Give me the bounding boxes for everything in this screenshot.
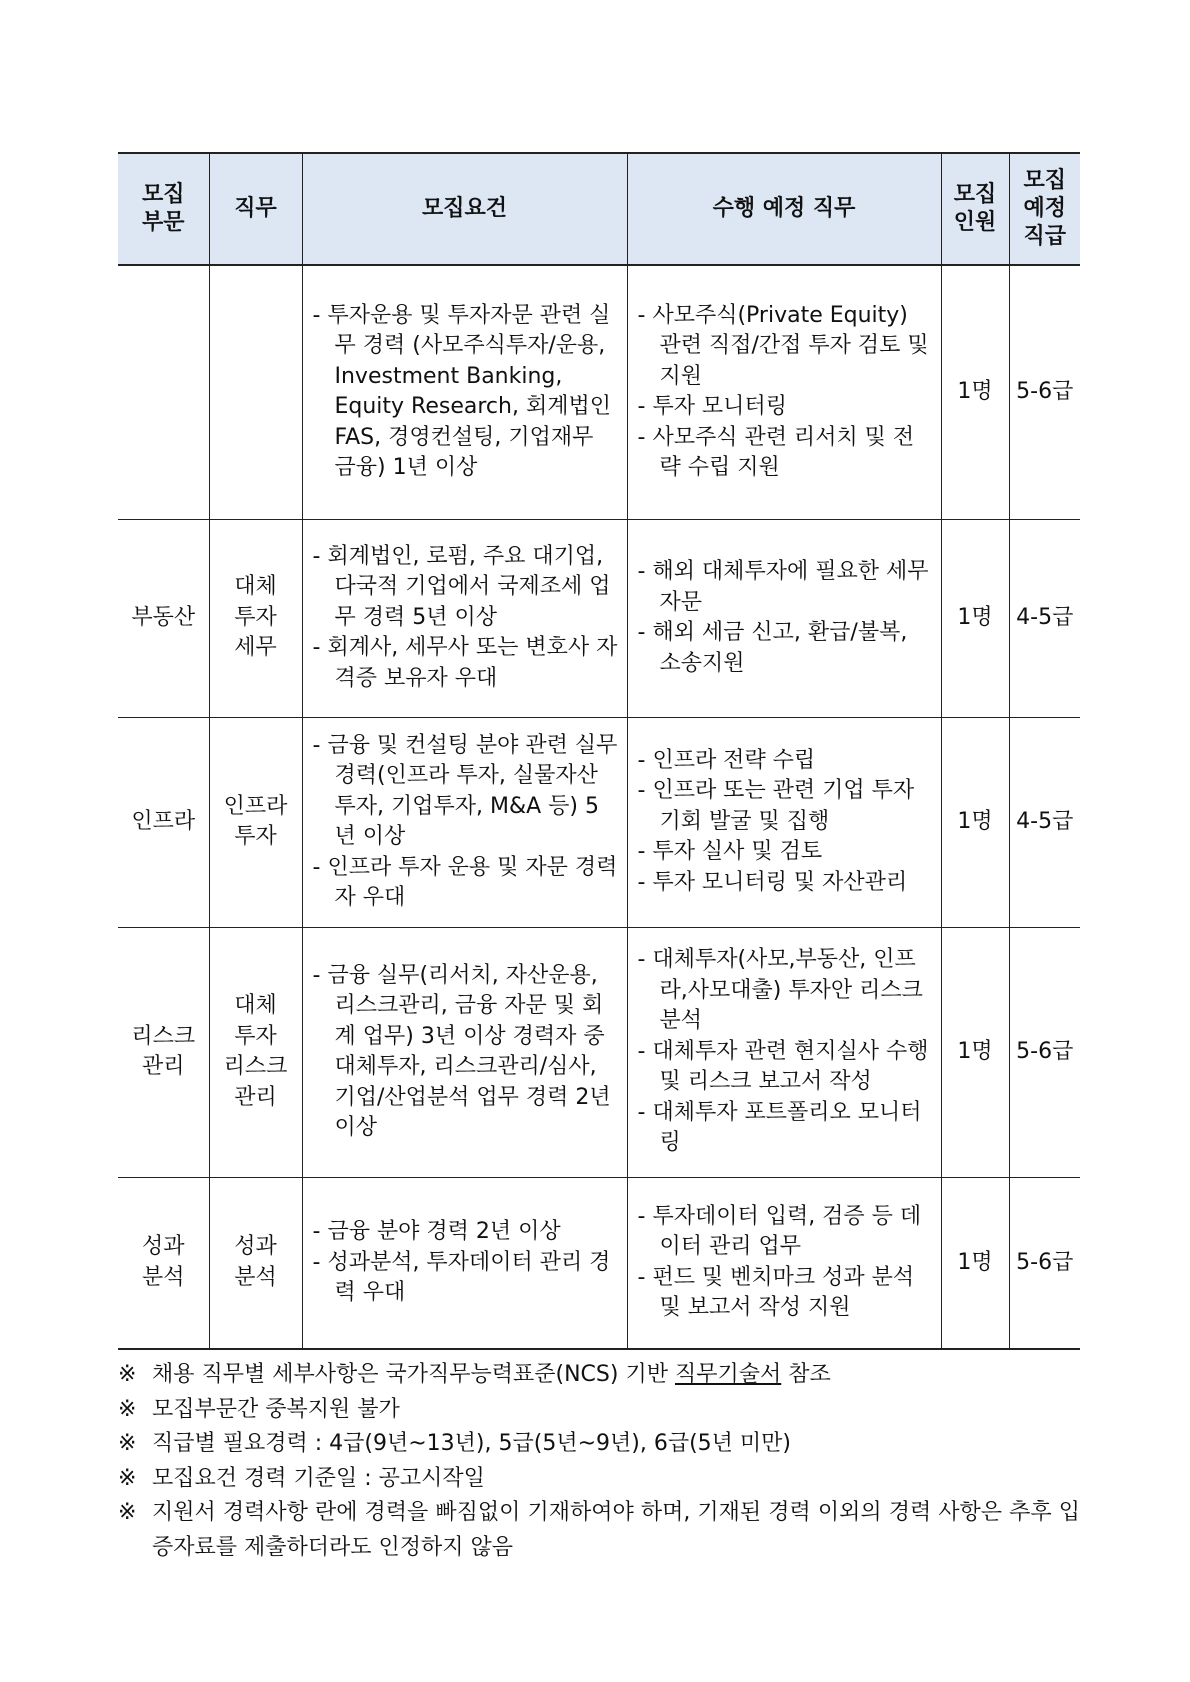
note-text: 직급별 필요경력 : 4급(9년~13년), 5급(5년~9년), 6급(5년 미만) bbox=[152, 1431, 791, 1456]
duties-cell bbox=[627, 717, 941, 927]
requirements-cell bbox=[302, 519, 627, 717]
requirements-cell bbox=[302, 927, 627, 1177]
note-text: 지원서 경력사항 란에 경력을 빠짐없이 기재하여야 하며, 기재된 경력 이외의 경력 사항은 추후 입증자료를 제출하더라도 인정하지 않음 bbox=[152, 1500, 1080, 1560]
note-text: 모집부문간 중복지원 불가 bbox=[152, 1396, 400, 1422]
header-grade: 모집 예정 직급 bbox=[1009, 153, 1080, 265]
note-text bbox=[152, 1358, 1080, 1393]
header-job: 직무 bbox=[209, 153, 302, 265]
list-item: - 대체투자(사모,부동산, 인프라,사모대출) 투자안 리스크 분석 bbox=[638, 945, 933, 1037]
note-text-part: 채용 직무별 세부사항은 국가직무능력표준(NCS) 기반 bbox=[152, 1362, 675, 1387]
division-cell: 리스크 관리 bbox=[118, 927, 209, 1177]
job-cell bbox=[209, 265, 302, 519]
duties-cell bbox=[627, 927, 941, 1177]
list-item: - 금융 및 컨설팅 분야 관련 실무 경력(인프라 투자, 실물자산 투자, 기업투자, M&A 등) 5년 이상 bbox=[313, 731, 619, 853]
requirements-cell bbox=[302, 1177, 627, 1349]
list-item: - 투자 모니터링 및 자산관리 bbox=[638, 868, 933, 899]
list-item: - 사모주식 관련 리서치 및 전략 수립 지원 bbox=[638, 423, 933, 484]
job-cell: 성과 분석 bbox=[209, 1177, 302, 1349]
list-item: - 투자 모니터링 bbox=[638, 392, 933, 423]
table-row bbox=[118, 265, 1080, 519]
requirements-cell-list bbox=[303, 961, 627, 1144]
headcount-cell: 1명 bbox=[941, 519, 1009, 717]
list-item: - 대체투자 관련 현지실사 수행 및 리스크 보고서 작성 bbox=[638, 1037, 933, 1098]
division-cell: 성과 분석 bbox=[118, 1177, 209, 1349]
division-cell bbox=[118, 265, 209, 519]
notes-section bbox=[118, 1358, 1080, 1565]
headcount-cell: 1명 bbox=[941, 1177, 1009, 1349]
list-item: - 금융 실무(리서치, 자산운용, 리스크관리, 금융 자문 및 회계 업무) 3년 이상 경력자 중 대체투자, 리스크관리/심사, 기업/산업분석 업무 경력 2년 이상 bbox=[313, 961, 619, 1144]
duties-cell-list bbox=[628, 746, 941, 899]
note-item bbox=[118, 1427, 1080, 1462]
duties-cell-list bbox=[628, 301, 941, 484]
note-item bbox=[118, 1462, 1080, 1497]
list-item: - 회계법인, 로펌, 주요 대기업, 다국적 기업에서 국제조세 업무 경력 5년 이상 bbox=[313, 542, 619, 634]
requirements-cell-list bbox=[303, 542, 627, 695]
duties-cell-list bbox=[628, 557, 941, 679]
table-row bbox=[118, 927, 1080, 1177]
table-row bbox=[118, 519, 1080, 717]
reference-mark: ※ bbox=[118, 1465, 137, 1491]
duties-cell-list bbox=[628, 1202, 941, 1324]
header-division: 모집 부문 bbox=[118, 153, 209, 265]
headcount-cell: 1명 bbox=[941, 265, 1009, 519]
table-row bbox=[118, 1177, 1080, 1349]
list-item: - 투자데이터 입력, 검증 등 데이터 관리 업무 bbox=[638, 1202, 933, 1263]
list-item: - 성과분석, 투자데이터 관리 경력 우대 bbox=[313, 1248, 619, 1309]
list-item: - 인프라 또는 관련 기업 투자 기회 발굴 및 집행 bbox=[638, 776, 933, 837]
reference-mark: ※ bbox=[118, 1500, 137, 1525]
duties-cell-list bbox=[628, 945, 941, 1159]
table-row bbox=[118, 717, 1080, 927]
grade-cell: 5-6급 bbox=[1009, 265, 1080, 519]
job-cell: 대체 투자 세무 bbox=[209, 519, 302, 717]
list-item: - 대체투자 포트폴리오 모니터링 bbox=[638, 1098, 933, 1159]
note-text: 모집요건 경력 기준일 : 공고시작일 bbox=[152, 1465, 485, 1491]
list-item: - 펀드 및 벤치마크 성과 분석 및 보고서 작성 지원 bbox=[638, 1263, 933, 1324]
division-cell: 인프라 bbox=[118, 717, 209, 927]
grade-cell: 5-6급 bbox=[1009, 1177, 1080, 1349]
header-requirements: 모집요건 bbox=[302, 153, 627, 265]
grade-cell: 4-5급 bbox=[1009, 717, 1080, 927]
list-item: - 투자운용 및 투자자문 관련 실무 경력 (사모주식투자/운용, Investment Banking, Equity Research, 회계법인 FAS, 경영컨설팅, 기업재무 금융) 1년 이상 bbox=[313, 301, 619, 484]
note-item bbox=[118, 1496, 1080, 1565]
list-item: - 회계사, 세무사 또는 변호사 자격증 보유자 우대 bbox=[313, 633, 619, 694]
division-cell: 부동산 bbox=[118, 519, 209, 717]
list-item: - 인프라 전략 수립 bbox=[638, 746, 933, 777]
job-description-link[interactable]: 직무기술서 bbox=[674, 1362, 782, 1387]
job-cell: 인프라 투자 bbox=[209, 717, 302, 927]
recruitment-table bbox=[118, 152, 1080, 1350]
table-header-row bbox=[118, 153, 1080, 265]
headcount-cell: 1명 bbox=[941, 927, 1009, 1177]
job-cell: 대체 투자 리스크 관리 bbox=[209, 927, 302, 1177]
duties-cell bbox=[627, 1177, 941, 1349]
header-duties: 수행 예정 직무 bbox=[627, 153, 941, 265]
list-item: - 금융 분야 경력 2년 이상 bbox=[313, 1217, 619, 1248]
list-item: - 투자 실사 및 검토 bbox=[638, 837, 933, 868]
duties-cell bbox=[627, 519, 941, 717]
requirements-cell-list bbox=[303, 1217, 627, 1309]
note-text-part: 참조 bbox=[781, 1362, 831, 1387]
header-headcount: 모집 인원 bbox=[941, 153, 1009, 265]
list-item: - 해외 세금 신고, 환급/불복, 소송지원 bbox=[638, 618, 933, 679]
list-item: - 인프라 투자 운용 및 자문 경력자 우대 bbox=[313, 853, 619, 914]
list-item: - 사모주식(Private Equity) 관련 직접/간접 투자 검토 및 지원 bbox=[638, 301, 933, 393]
reference-mark: ※ bbox=[118, 1362, 137, 1387]
grade-cell: 5-6급 bbox=[1009, 927, 1080, 1177]
requirements-cell bbox=[302, 265, 627, 519]
note-item bbox=[118, 1393, 1080, 1428]
headcount-cell: 1명 bbox=[941, 717, 1009, 927]
requirements-cell bbox=[302, 717, 627, 927]
reference-mark: ※ bbox=[118, 1431, 137, 1456]
note-item bbox=[118, 1358, 1080, 1393]
requirements-cell-list bbox=[303, 301, 627, 484]
duties-cell bbox=[627, 265, 941, 519]
list-item: - 해외 대체투자에 필요한 세무자문 bbox=[638, 557, 933, 618]
requirements-cell-list bbox=[303, 731, 627, 914]
reference-mark: ※ bbox=[118, 1396, 137, 1422]
grade-cell: 4-5급 bbox=[1009, 519, 1080, 717]
